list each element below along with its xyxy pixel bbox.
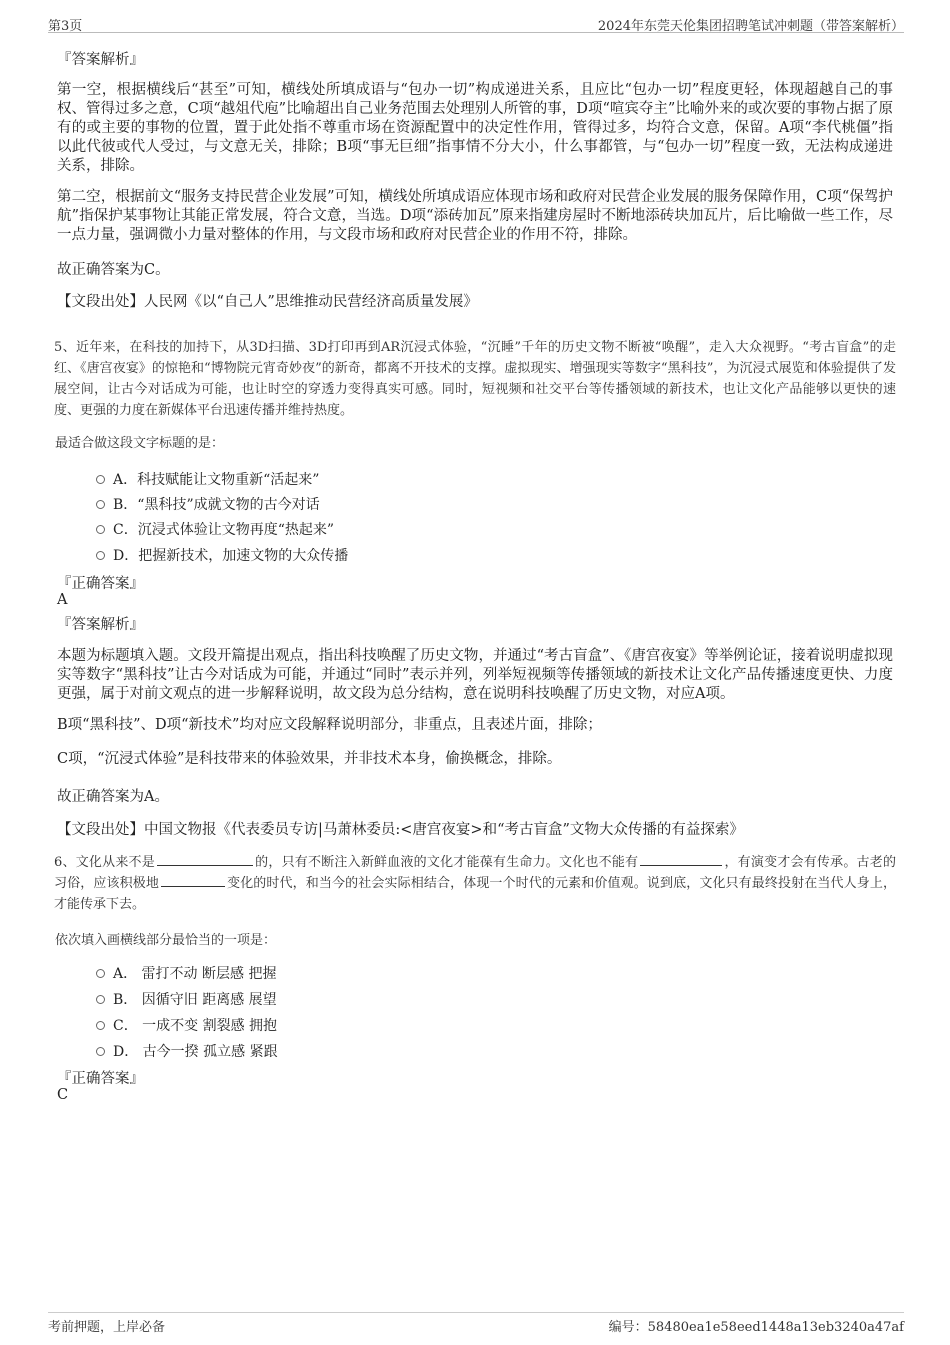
option-label: B． 因循守旧 距离感 展望 <box>113 992 277 1008</box>
correct-answer-value: A <box>57 592 68 608</box>
question-5-option-c[interactable] <box>96 519 334 539</box>
radio-icon[interactable] <box>96 969 105 978</box>
page-header <box>48 12 904 33</box>
option-label: A． 雷打不动 断层感 把握 <box>113 966 277 982</box>
radio-icon[interactable] <box>96 551 105 560</box>
option-label: A．科技赋能让文物重新“活起来” <box>113 472 320 488</box>
correct-answer-label: 『正确答案』 <box>57 1071 144 1087</box>
question-5-option-d[interactable] <box>96 545 348 565</box>
footer-slogan: 考前押题，上岸必备 <box>48 1320 166 1335</box>
radio-icon[interactable] <box>96 1047 105 1056</box>
option-label: D．把握新技术，加速文物的大众传播 <box>113 548 349 564</box>
question-5-option-a[interactable] <box>96 469 319 489</box>
question-6-option-a[interactable] <box>96 963 276 983</box>
correct-answer-label: 『正确答案』 <box>57 576 144 592</box>
radio-icon[interactable] <box>96 995 105 1004</box>
option-label: C．沉浸式体验让文物再度“热起来” <box>113 522 335 538</box>
conclusion-text: 故正确答案为C。 <box>57 262 170 278</box>
question-5-text: 5、近年来，在科技的加持下，从3D扫描、3D打印再到AR沉浸式体验，“沉睡”千年的历史文物不断被“唤醒”，走入大众视野。“考古盲盒”的走红、《唐宫夜宴》的惊艳和“博物院元宵奇妙夜”的新奇，都离不开技术的支撑。虚拟现实、增强现实等数字“黑科技”，为沉浸式展览和体验提供了发展空间，让古今对话成为可能，也让时空的穿透力变得真实可感。同时，短视频和社交平台等传播领域的新技术，也让文化产品能够以更快的速度、更强的力度在新媒体平台迅速传播并维持热度。 <box>54 340 896 418</box>
analysis-label: 『答案解析』 <box>57 52 144 68</box>
question-6-option-d[interactable] <box>96 1041 278 1061</box>
analysis-label: 『答案解析』 <box>57 617 144 633</box>
source-citation: 【文段出处】中国文物报《代表委员专访|马萧林委员:<唐宫夜宴>和“考古盲盒”文物大众传播的有益探索》 <box>57 822 744 838</box>
radio-icon[interactable] <box>96 1021 105 1030</box>
radio-icon[interactable] <box>96 475 105 484</box>
fill-blank-1[interactable] <box>157 852 253 866</box>
option-label: B．“黑科技”成就文物的古今对话 <box>113 497 320 513</box>
document-title: 2024年东莞天伦集团招聘笔试冲刺题（带答案解析） <box>597 19 904 34</box>
analysis-paragraph-1: 第一空，根据横线后“甚至”可知，横线处所填成语与“包办一切”构成递进关系，且应比“包办一切”程度更轻，体现超越自己的事权、管得过多之意，C项“越俎代庖”比喻超出自己业务范围去处理别人所管的事，D项“喧宾夺主”比喻外来的或次要的事物占据了原有的或主要的事物的位置，置于此处指不尊重市场在资源配置中的决定性作用，管得过多，均符合文意，保留。A项“李代桃僵”指以此代彼或代人受过，与文意无关，排除；B项“事无巨细”指事情不分大小，什么事都管，与“包办一切”程度一致，无法构成递进关系，排除。 <box>57 82 893 174</box>
option-label: D． 古今一揆 孤立感 紧跟 <box>113 1044 278 1060</box>
question-5-option-b[interactable] <box>96 494 320 514</box>
question-6-text: 6、文化从来不是 的，只有不断注入新鲜血液的文化才能葆有生命力。文化也不能有 ，有演变才会有传承。古老的习俗，应该积极地 变化的时代，和当今的社会实际相结合，体现一个时代的元素和价值观。说到底，文化只有最终投射在当代人身上，才能传承下去。 <box>54 852 896 915</box>
question-6-option-c[interactable] <box>96 1015 277 1035</box>
conclusion-text: 故正确答案为A。 <box>57 789 169 805</box>
radio-icon[interactable] <box>96 500 105 509</box>
source-citation: 【文段出处】人民网《以“自己人”思维推动民营经济高质量发展》 <box>57 294 478 310</box>
question-6-option-b[interactable] <box>96 989 277 1009</box>
analysis-paragraph-2: B项“黑科技”、D项“新技术”均对应文段解释说明部分，非重点，且表述片面，排除； <box>57 717 602 733</box>
page-number: 第3页 <box>48 19 83 34</box>
question-6-prompt: 依次填入画横线部分最恰当的一项是： <box>55 933 277 948</box>
page-footer <box>48 1312 904 1335</box>
document-code: 编号：58480ea1e58eed1448a13eb3240a47af <box>608 1320 904 1335</box>
analysis-paragraph-2: 第二空，根据前文“服务支持民营企业发展”可知，横线处所填成语应体现市场和政府对民营企业发展的服务保障作用，C项“保驾护航”指保护某事物让其能正常发展，符合文意，当选。D项“添砖加瓦”原来指建房屋时不断地添砖块加瓦片，后比喻做一些工作，尽一点力量，强调微小力量对整体的作用，与文段市场和政府对民营企业的作用不符，排除。 <box>57 189 893 243</box>
option-label: C． 一成不变 割裂感 拥抱 <box>113 1018 278 1034</box>
question-5-prompt: 最适合做这段文字标题的是： <box>55 436 225 451</box>
radio-icon[interactable] <box>96 525 105 534</box>
fill-blank-2[interactable] <box>640 852 722 866</box>
correct-answer-value: C <box>57 1087 69 1103</box>
analysis-paragraph-1: 本题为标题填入题。文段开篇提出观点，指出科技唤醒了历史文物，并通过“考古盲盒”、《唐宫夜宴》等举例论证，接着说明虚拟现实等数字“黑科技”让古今对话成为可能，并通过“同时”表示并列，列举短视频等传播领域的新技术让文化产品传播速度更快、力度更强，属于对前文观点的进一步解释说明，故文段为总分结构，意在说明科技唤醒了历史文物，对应A项。 <box>57 648 893 702</box>
analysis-paragraph-3: C项，“沉浸式体验”是科技带来的体验效果，并非技术本身，偷换概念，排除。 <box>57 751 562 767</box>
fill-blank-3[interactable] <box>161 873 225 887</box>
